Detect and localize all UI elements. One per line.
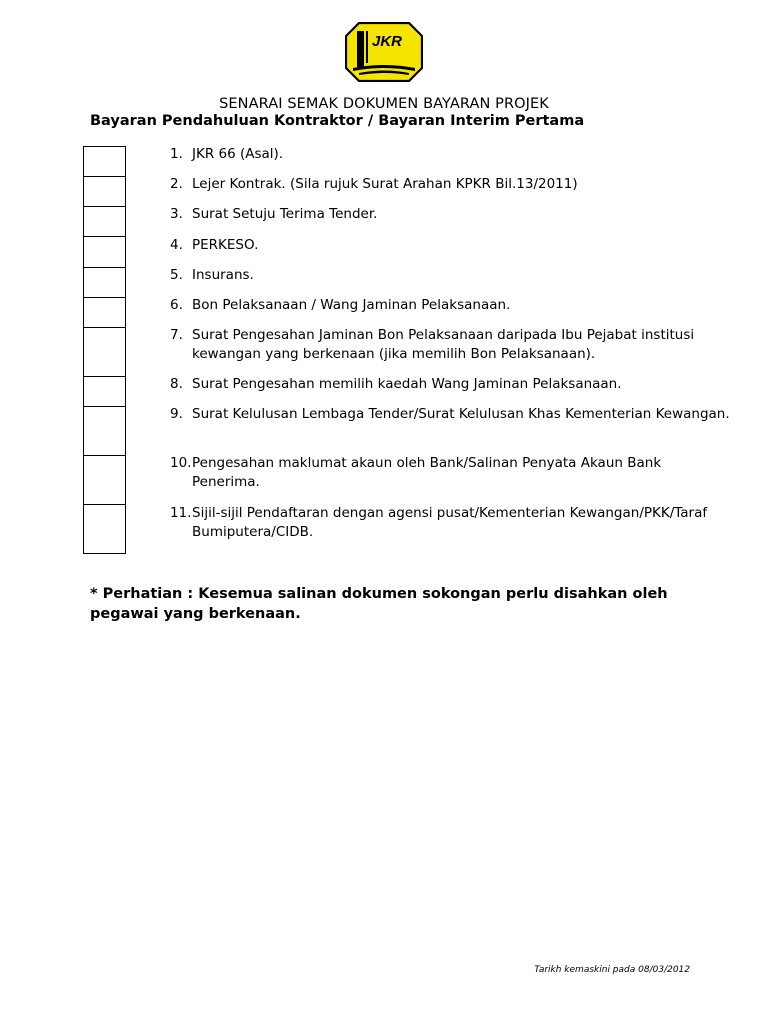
- updated-date: Tarikh kemaskini pada 08/03/2012: [534, 965, 690, 975]
- item-number: 2.: [170, 176, 183, 192]
- checkbox-5[interactable]: [84, 268, 125, 298]
- item-text: JKR 66 (Asal).: [192, 146, 284, 162]
- item-number: 7.: [170, 327, 183, 343]
- item-text: Bon Pelaksanaan / Wang Jaminan Pelaksanaan.: [192, 297, 511, 313]
- checklist-item-5: [170, 266, 730, 285]
- item-text: Insurans.: [192, 267, 254, 283]
- page-title: SENARAI SEMAK DOKUMEN BAYARAN PROJEK: [219, 96, 549, 112]
- item-text: Surat Kelulusan Lembaga Tender/Surat Kelulusan Khas Kementerian Kewangan.: [192, 406, 730, 422]
- item-text: PERKESO.: [192, 237, 259, 253]
- item-number: 4.: [170, 237, 183, 253]
- jkr-logo: [345, 22, 423, 82]
- checklist-item-3: [170, 205, 730, 224]
- logo-text: JKR: [372, 33, 403, 50]
- checklist-item-11: [170, 504, 730, 542]
- item-number: 10.: [170, 455, 192, 471]
- item-number: 1.: [170, 146, 183, 162]
- item-number: 8.: [170, 376, 183, 392]
- checkbox-column: [83, 146, 126, 554]
- item-number: 3.: [170, 206, 183, 222]
- checkbox-11[interactable]: [84, 505, 125, 554]
- checklist-item-6: [170, 296, 730, 315]
- item-text: Surat Setuju Terima Tender.: [192, 206, 378, 222]
- checkbox-2[interactable]: [84, 177, 125, 207]
- item-number: 9.: [170, 406, 183, 422]
- item-text: Pengesahan maklumat akaun oleh Bank/Salinan Penyata Akaun Bank Penerima.: [192, 455, 662, 490]
- item-text: Lejer Kontrak. (Sila rujuk Surat Arahan KPKR Bil.13/2011): [192, 176, 578, 192]
- checkbox-3[interactable]: [84, 207, 125, 237]
- item-text: Sijil-sijil Pendaftaran dengan agensi pusat/Kementerian Kewangan/PKK/Taraf Bumiputera/CIDB.: [192, 505, 708, 540]
- checklist-item-1: [170, 145, 730, 164]
- checklist-item-10: [170, 454, 730, 492]
- checkbox-1[interactable]: [84, 147, 125, 177]
- checklist-item-4: [170, 236, 730, 255]
- item-text: Surat Pengesahan Jaminan Bon Pelaksanaan daripada Ibu Pejabat institusi kewangan yang berkenaan (jika memilih Bon Pelaksanaan).: [192, 327, 695, 362]
- checklist-item-2: [170, 175, 730, 194]
- checkbox-7[interactable]: [84, 328, 125, 377]
- checklist-item-7: [170, 326, 730, 364]
- checkbox-6[interactable]: [84, 298, 125, 328]
- item-number: 5.: [170, 267, 183, 283]
- page-subtitle: Bayaran Pendahuluan Kontraktor / Bayaran Interim Pertama: [90, 113, 585, 129]
- checkbox-8[interactable]: [84, 377, 125, 407]
- checkbox-10[interactable]: [84, 456, 125, 505]
- item-text: Surat Pengesahan memilih kaedah Wang Jaminan Pelaksanaan.: [192, 376, 622, 392]
- checkbox-4[interactable]: [84, 237, 125, 268]
- checkbox-9[interactable]: [84, 407, 125, 456]
- checklist-item-9: [170, 405, 730, 424]
- checklist-item-8: [170, 375, 730, 394]
- item-number: 6.: [170, 297, 183, 313]
- item-number: 11.: [170, 505, 192, 521]
- attention-note: * Perhatian : Kesemua salinan dokumen sokongan perlu disahkan oleh pegawai yang berkenaan.: [90, 586, 668, 622]
